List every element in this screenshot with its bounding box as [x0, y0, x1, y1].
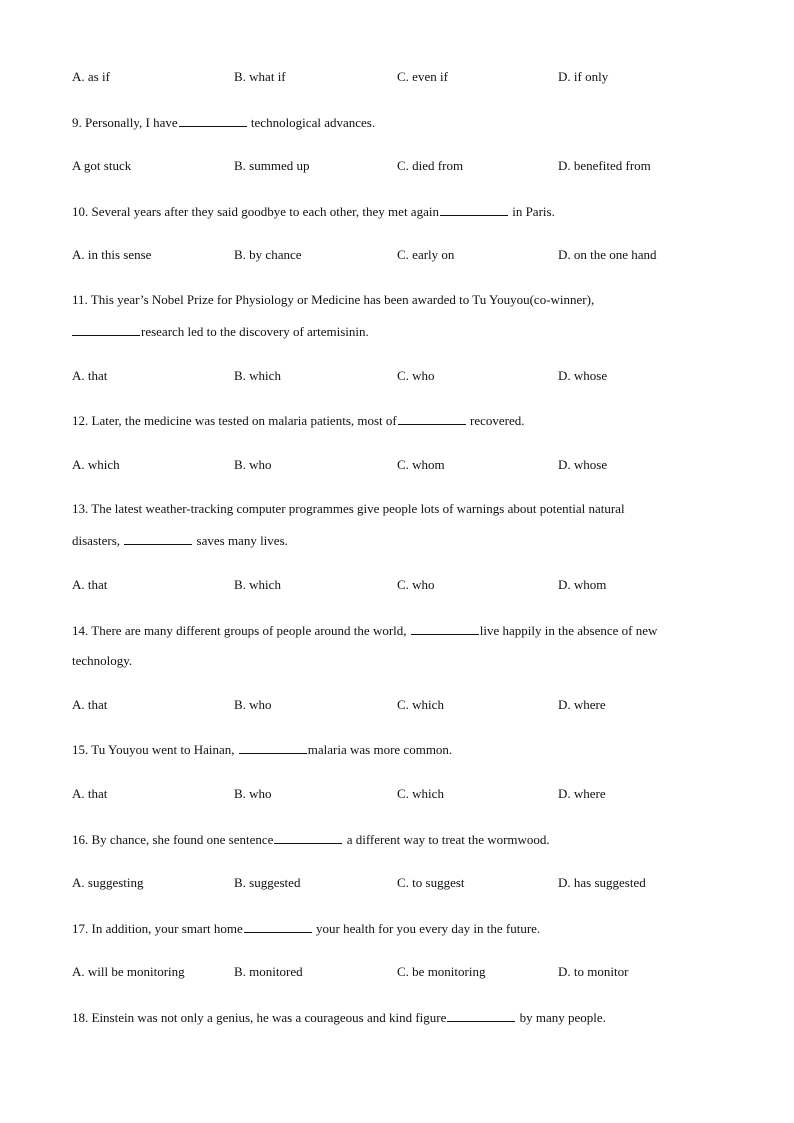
- q17-stem: [72, 920, 540, 937]
- q9-stem-text: 9. Personally, I have: [72, 115, 178, 130]
- q9-stem-text-end: technological advances.: [247, 115, 376, 130]
- q13-stem-line1: 13. The latest weather-tracking computer programmes give people lots of warnings about potential natural: [72, 501, 625, 516]
- q12-stem-text: 12. Later, the medicine was tested on malaria patients, most of: [72, 413, 397, 428]
- q11-stem-text-end: research led to the discovery of artemisinin.: [141, 324, 369, 339]
- q10-stem-text-end: in Paris.: [508, 204, 555, 219]
- q15-stem: [72, 741, 452, 758]
- q16-option-d[interactable]: D. has suggested: [558, 875, 646, 890]
- q15-stem-text-end: malaria was more common.: [307, 742, 453, 757]
- q10-stem: [72, 203, 555, 220]
- q8-option-b[interactable]: B. what if: [234, 69, 286, 84]
- q8-option-d[interactable]: D. if only: [558, 69, 609, 84]
- q13-stem-text-end: saves many lives.: [193, 533, 288, 548]
- q16-options: [72, 875, 732, 891]
- q16-option-b[interactable]: B. suggested: [234, 875, 301, 890]
- q8-options: [72, 69, 732, 85]
- q13-blank[interactable]: [124, 532, 192, 545]
- q10-stem-text: 10. Several years after they said goodbye to each other, they met again: [72, 204, 439, 219]
- q11-stem-line2: [72, 323, 369, 340]
- q11-options: [72, 368, 732, 384]
- q14-option-b[interactable]: B. who: [234, 697, 272, 712]
- q9-option-a[interactable]: A got stuck: [72, 158, 132, 173]
- q9-option-c[interactable]: C. died from: [397, 158, 464, 173]
- q14-stem-text-end: live happily in the absence of new: [479, 623, 658, 638]
- q12-option-c[interactable]: C. whom: [397, 457, 445, 472]
- q12-stem-text-end: recovered.: [466, 413, 525, 428]
- q18-blank[interactable]: [447, 1009, 515, 1022]
- q9-blank[interactable]: [179, 114, 247, 127]
- q13-option-a[interactable]: A. that: [72, 577, 108, 592]
- q11-blank[interactable]: [72, 323, 140, 336]
- q17-stem-text: 17. In addition, your smart home: [72, 921, 243, 936]
- q13-option-c[interactable]: C. who: [397, 577, 435, 592]
- q14-stem-text: 14. There are many different groups of people around the world,: [72, 623, 410, 638]
- q16-option-a[interactable]: A. suggesting: [72, 875, 144, 890]
- q12-option-a[interactable]: A. which: [72, 457, 120, 472]
- q8-option-c[interactable]: C. even if: [397, 69, 448, 84]
- q17-option-c[interactable]: C. be monitoring: [397, 964, 486, 979]
- q11-option-d[interactable]: D. whose: [558, 368, 608, 383]
- q10-blank[interactable]: [440, 203, 508, 216]
- q16-option-c[interactable]: C. to suggest: [397, 875, 465, 890]
- q18-stem-text: 18. Einstein was not only a genius, he was a courageous and kind figure: [72, 1010, 447, 1025]
- q13-option-d[interactable]: D. whom: [558, 577, 607, 592]
- q17-option-a[interactable]: A. will be monitoring: [72, 964, 185, 979]
- q14-option-d[interactable]: D. where: [558, 697, 606, 712]
- q17-stem-text-end: your health for you every day in the future.: [312, 921, 541, 936]
- q10-option-b[interactable]: B. by chance: [234, 247, 302, 262]
- q14-options: [72, 697, 732, 713]
- q12-option-d[interactable]: D. whose: [558, 457, 608, 472]
- q11-option-b[interactable]: B. which: [234, 368, 281, 383]
- q15-option-c[interactable]: C. which: [397, 786, 444, 801]
- q9-options: [72, 158, 732, 174]
- q10-option-a[interactable]: A. in this sense: [72, 247, 152, 262]
- q17-option-b[interactable]: B. monitored: [234, 964, 303, 979]
- q16-stem-text: 16. By chance, she found one sentence: [72, 832, 274, 847]
- q8-option-a[interactable]: A. as if: [72, 69, 110, 84]
- q16-stem-text-end: a different way to treat the wormwood.: [343, 832, 550, 847]
- q16-stem: [72, 831, 550, 848]
- q14-option-c[interactable]: C. which: [397, 697, 444, 712]
- q12-option-b[interactable]: B. who: [234, 457, 272, 472]
- q15-option-d[interactable]: D. where: [558, 786, 606, 801]
- q18-stem-text-end: by many people.: [516, 1010, 606, 1025]
- q15-stem-text: 15. Tu Youyou went to Hainan,: [72, 742, 238, 757]
- q13-options: [72, 577, 732, 593]
- q16-blank[interactable]: [274, 831, 342, 844]
- q9-option-d[interactable]: D. benefited from: [558, 158, 651, 173]
- q12-stem: [72, 412, 525, 429]
- q14-blank[interactable]: [411, 622, 479, 635]
- q11-stem-line1: 11. This year’s Nobel Prize for Physiology or Medicine has been awarded to Tu Youyou(co-winner),: [72, 292, 595, 307]
- q15-blank[interactable]: [239, 741, 307, 754]
- q17-options: [72, 964, 732, 980]
- q15-options: [72, 786, 732, 802]
- q15-option-a[interactable]: A. that: [72, 786, 108, 801]
- q10-option-d[interactable]: D. on the one hand: [558, 247, 657, 262]
- q12-blank[interactable]: [398, 412, 466, 425]
- q18-stem: [72, 1009, 606, 1026]
- q10-option-c[interactable]: C. early on: [397, 247, 455, 262]
- q17-blank[interactable]: [244, 920, 312, 933]
- q17-option-d[interactable]: D. to monitor: [558, 964, 629, 979]
- q10-options: [72, 247, 732, 263]
- q15-option-b[interactable]: B. who: [234, 786, 272, 801]
- q13-stem-text: disasters,: [72, 533, 124, 548]
- q14-stem-line2: technology.: [72, 653, 133, 668]
- q14-option-a[interactable]: A. that: [72, 697, 108, 712]
- q11-option-c[interactable]: C. who: [397, 368, 435, 383]
- q9-option-b[interactable]: B. summed up: [234, 158, 310, 173]
- q12-options: [72, 457, 732, 473]
- q9-stem: [72, 114, 375, 131]
- q13-stem-line2: [72, 532, 288, 549]
- q11-option-a[interactable]: A. that: [72, 368, 108, 383]
- q13-option-b[interactable]: B. which: [234, 577, 281, 592]
- q14-stem-line1: [72, 622, 657, 639]
